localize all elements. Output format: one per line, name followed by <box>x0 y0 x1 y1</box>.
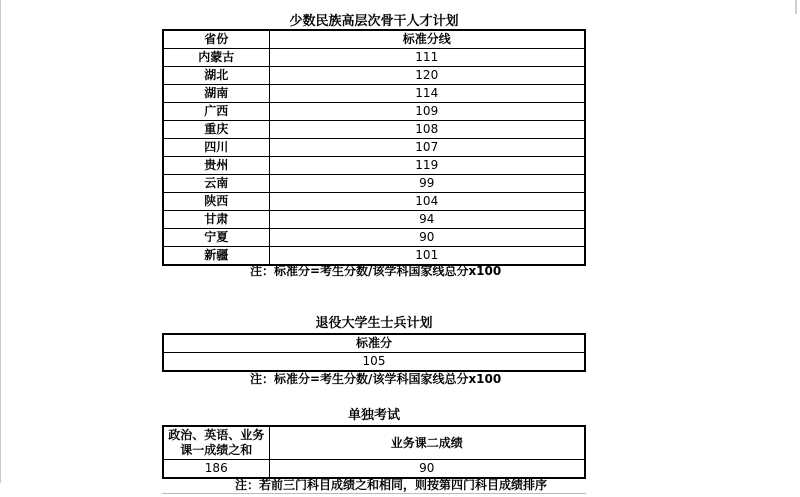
table-row <box>163 247 585 266</box>
table-row <box>163 193 585 211</box>
province-cell: 重庆 <box>163 121 269 139</box>
score-cell: 104 <box>269 193 585 211</box>
table-row <box>163 353 585 372</box>
province-cell: 宁夏 <box>163 229 269 247</box>
table-row <box>163 175 585 193</box>
score-cell: 94 <box>269 211 585 229</box>
province-cell: 新疆 <box>163 247 269 266</box>
table-row <box>163 229 585 247</box>
province-cell: 内蒙古 <box>163 49 269 67</box>
score-cell: 101 <box>269 247 585 266</box>
province-cell: 湖南 <box>163 85 269 103</box>
minority-plan-table <box>162 29 586 266</box>
score-cell: 111 <box>269 49 585 67</box>
table-row <box>163 67 585 85</box>
course2-score-cell: 90 <box>269 460 585 479</box>
score-cell: 114 <box>269 85 585 103</box>
table-row <box>163 121 585 139</box>
province-cell: 湖北 <box>163 67 269 85</box>
province-header-cell: 省份 <box>163 30 269 49</box>
score-cell: 107 <box>269 139 585 157</box>
score-header-cell: 标准分 <box>163 334 585 353</box>
separate-exam-table <box>162 425 586 479</box>
table-row <box>163 460 585 479</box>
page-edge-line <box>0 0 1 483</box>
separate-exam-note: 注：若前三门科目成绩之和相同，则按第四门科目成绩排序 <box>235 478 548 492</box>
score-cell: 90 <box>269 229 585 247</box>
divider-line <box>162 493 586 494</box>
table-header-row <box>163 30 585 49</box>
score-cell: 105 <box>163 353 585 372</box>
score-cell: 109 <box>269 103 585 121</box>
table-header-row <box>163 334 585 353</box>
province-cell: 广西 <box>163 103 269 121</box>
table-row <box>163 49 585 67</box>
right-edge-mark <box>795 0 797 14</box>
score-cell: 120 <box>269 67 585 85</box>
table-row <box>163 211 585 229</box>
table-row <box>163 157 585 175</box>
score-cell: 119 <box>269 157 585 175</box>
separate-exam-title: 单独考试 <box>347 408 400 423</box>
soldier-plan-title: 退役大学生士兵计划 <box>315 316 433 331</box>
table-row <box>163 139 585 157</box>
soldier-plan-note: 注：标准分=考生分数/该学科国家线总分x100 <box>250 372 502 386</box>
province-cell: 甘肃 <box>163 211 269 229</box>
course2-header-cell: 业务课二成绩 <box>269 426 585 460</box>
score-header-cell: 标准分线 <box>269 30 585 49</box>
province-cell: 云南 <box>163 175 269 193</box>
table-row <box>163 85 585 103</box>
soldier-plan-table <box>162 333 586 372</box>
score-cell: 99 <box>269 175 585 193</box>
score-cell: 108 <box>269 121 585 139</box>
province-cell: 贵州 <box>163 157 269 175</box>
table-header-row <box>163 426 585 460</box>
sum-score-header-cell: 政治、英语、业务课一成绩之和 <box>163 426 269 460</box>
minority-plan-note: 注：标准分=考生分数/该学科国家线总分x100 <box>250 264 502 278</box>
table-row <box>163 103 585 121</box>
minority-plan-title: 少数民族高层次骨干人才计划 <box>289 14 459 29</box>
province-cell: 四川 <box>163 139 269 157</box>
province-cell: 陕西 <box>163 193 269 211</box>
sum-score-cell: 186 <box>163 460 269 479</box>
